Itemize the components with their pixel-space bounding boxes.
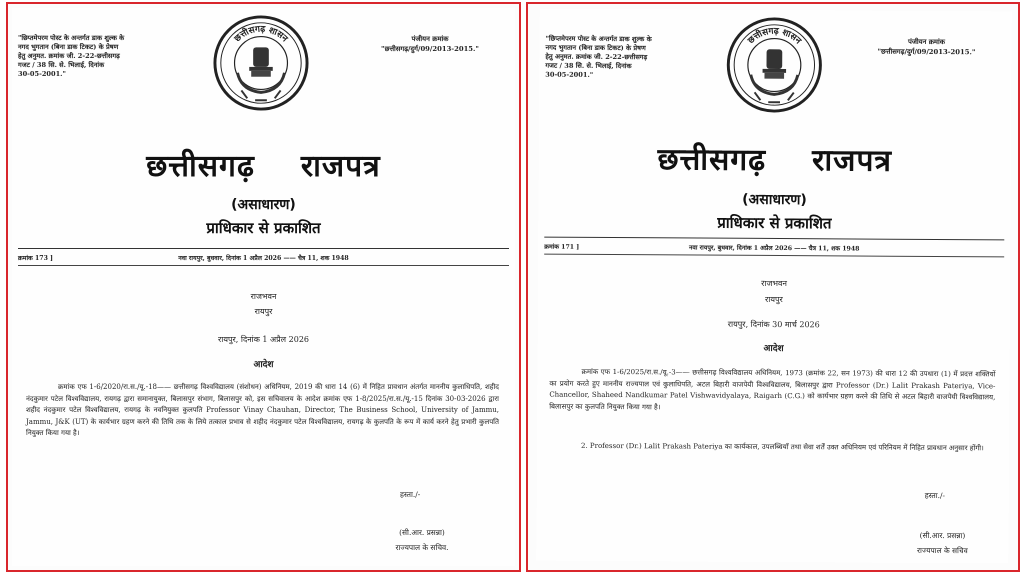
signatory-name: (सी.आर. प्रसन्ना) bbox=[399, 528, 445, 537]
svg-text:छत्तीसगढ़ शासन bbox=[232, 24, 290, 44]
extraordinary-label: (असाधारण) bbox=[231, 197, 296, 213]
divider bbox=[18, 265, 509, 266]
title-word-1: छत्तीसगढ़ bbox=[146, 149, 255, 184]
title-word-2: राजपत्र bbox=[812, 143, 893, 179]
registration-block bbox=[851, 36, 1001, 57]
emblem-label: छत्तीसगढ़ शासन bbox=[746, 26, 803, 47]
postal-permit-note: "छिप्तमेपरम पोस्ट के अन्तर्गत डाक शुल्क के नगद भुगतान (बिना डाक टिकट) के प्रेषण हेतु अनुमत. क्रमांक जी. 2-22-छत्तीसगढ़ गजट / 38 सि. से. भिलाई, दिनांक 30-05-2001." bbox=[545, 34, 652, 79]
signatory-designation: राज्यपाल के सचिव. bbox=[395, 543, 449, 552]
signed-mark: हस्ता./- bbox=[924, 490, 946, 501]
order-body-clause-2: 2. Professor (Dr.) Lalit Prakash Pateriya का कार्यकाल, उपलब्धियाँ तथा सेवा शर्तें उक्त अधिनियम एवं परिनियम में निहित प्रावधान अनुसार होंगी। bbox=[580, 441, 984, 453]
order-heading: आदेश bbox=[253, 360, 274, 370]
right-gazette-panel bbox=[526, 2, 1020, 572]
issue-date: नवा रायपुर, बुधवार, दिनांक 1 अप्रैल 2026 —— चैत्र 11, शक 1948 bbox=[688, 244, 860, 253]
signatory-name: (सी.आर. प्रसन्ना) bbox=[919, 530, 966, 541]
signed-mark: हस्ता./- bbox=[400, 490, 421, 499]
emblem-icon bbox=[725, 16, 824, 115]
issue-number: क्रमांक 171 ] bbox=[544, 243, 580, 251]
published-by-authority: प्राधिकार से प्रकाशित bbox=[206, 219, 321, 237]
published-by-authority: प्राधिकार से प्रकाशित bbox=[717, 213, 832, 233]
emblem-label: छत्तीसगढ़ शासन bbox=[232, 24, 290, 45]
title-word-1: छत्तीसगढ़ bbox=[657, 142, 767, 178]
issue-number: क्रमांक 173 ] bbox=[18, 255, 53, 262]
gazette-page bbox=[12, 8, 515, 566]
order-date: रायपुर, दिनांक 30 मार्च 2026 bbox=[727, 319, 820, 330]
issue-line bbox=[544, 242, 1004, 253]
office-city: रायपुर bbox=[764, 294, 783, 305]
divider bbox=[544, 237, 1004, 241]
registration-label: पंजीयन क्रमांक bbox=[907, 37, 946, 47]
registration-label: पंजीयन क्रमांक bbox=[411, 35, 449, 43]
office-city: रायपुर bbox=[254, 307, 273, 316]
left-gazette-panel bbox=[6, 2, 521, 572]
divider bbox=[18, 248, 509, 249]
divider bbox=[544, 254, 1004, 258]
order-body: क्रमांक एफ 1-6/2025/रा.स./यू.-3—— छत्तीसगढ़ विश्वविद्यालय अधिनियम, 1973 (क्रमांक 22, सन 1973) की धारा 12 की उपधारा (1) में प्रदत्त शक्तियों का प्रयोग करते हुए माननीय राज्यपाल एवं कुलाधिपति, अटल बिहारी वाजपेयी विश्वविद्यालय, बिलासपुर द्वारा Professor (Dr.) Lalit Prakash Pateriya, Vice-Chancellor, Shaheed Nandkumar Patel Vishwavidyalaya, Raigarh (C.G.) को कार्यभार ग्रहण करने की तिथि से अटल बिहारी वाजपेयी विश्वविद्यालय, बिलासपुर का कुलपति नियुक्त किया गया है। bbox=[549, 367, 996, 412]
office-name: राजभवन bbox=[250, 292, 277, 301]
registration-number: "छत्तीसगढ़/दुर्ग/09/2013-2015." bbox=[877, 47, 976, 57]
extraordinary-label: (असाधारण) bbox=[742, 191, 807, 209]
order-body: क्रमांक एफ 1-6/2020/रा.स./यू.-18—— छत्तीसगढ़ विश्वविद्यालय (संशोधन) अधिनियम, 2019 की धारा 14 (6) में निहित प्रावधान अंतर्गत माननीय कुलाधिपति, शहीद नंदकुमार पटेल विश्वविद्यालय, रायगढ़ द्वारा समानायुक्त, बिलासपुर संभाग, बिलासपुर को, इस सचिवालय के आदेश क्रमांक एफ 1-8/2025/रा.स./यू.-15 दिनांक 30-03-2026 द्वारा शहीद नंदकुमार पटेल विश्वविद्यालय, रायगढ़ के नवनियुक्त कुलपति Professor Vinay Chauhan, Director, The Business School, University of Jammu, Jammu, J&K (UT) के कार्यभार ग्रहण करने की तिथि तक के लिये तत्काल प्रभाव से शहीद नंदकुमार पटेल विश्वविद्यालय, रायगढ़ के कुलपति के रूप में कार्य करने हेतु प्रभारी कुलपति नियुक्त किया गया है। bbox=[26, 383, 499, 438]
registration-block bbox=[355, 34, 505, 54]
signatory-designation: राज्यपाल के सचिव bbox=[917, 545, 968, 556]
gazette-title bbox=[539, 137, 1011, 181]
title-word-2: राजपत्र bbox=[300, 149, 381, 184]
order-date: रायपुर, दिनांक 1 अप्रैल 2026 bbox=[217, 335, 310, 344]
registration-number: "छत्तीसगढ़/दुर्ग/09/2013-2015." bbox=[381, 45, 479, 53]
emblem-icon bbox=[212, 14, 310, 112]
svg-text:छत्तीसगढ़ शासन bbox=[746, 26, 804, 47]
postal-permit-note: "छिप्तमेपरम पोस्ट के अन्तर्गत डाक शुल्क के नगद भुगतान (बिना डाक टिकट) के प्रेषण हेतु अनुमत. क्रमांक जी. 2-22-छत्तीसगढ़ गजट / 38 सि. से. भिलाई, दिनांक 30-05-2001." bbox=[18, 34, 125, 78]
office-name: राजभवन bbox=[761, 278, 787, 289]
order-heading: आदेश bbox=[763, 343, 784, 355]
gazette-page bbox=[536, 9, 1011, 564]
gazette-title bbox=[12, 144, 515, 185]
issue-date: नवा रायपुर, बुधवार, दिनांक 1 अप्रैल 2026 —— चैत्र 11, शक 1948 bbox=[178, 255, 349, 262]
